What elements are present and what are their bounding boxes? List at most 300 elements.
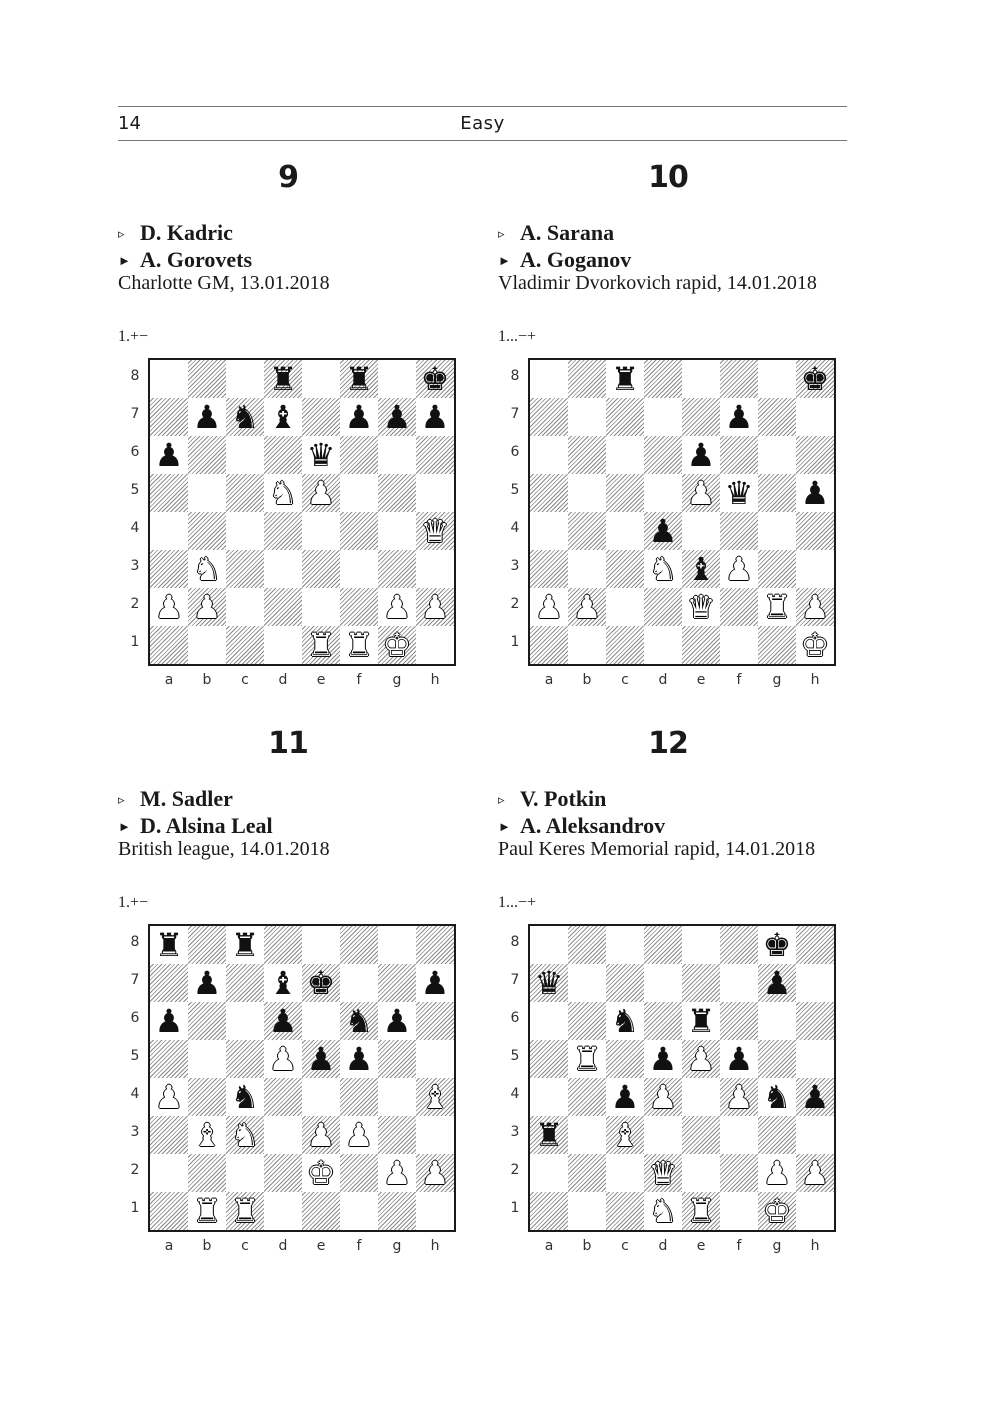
square-c1 — [606, 1192, 644, 1230]
square-e1 — [682, 626, 720, 664]
white-queen-icon: ♛ — [686, 588, 716, 626]
rank-label: 6 — [510, 1010, 520, 1026]
square-c2 — [606, 1154, 644, 1192]
white-rook-icon: ♜ — [344, 626, 374, 664]
square-g7 — [758, 398, 796, 436]
section-title: Easy — [460, 113, 505, 134]
square-f4 — [720, 1078, 758, 1116]
white-knight-icon: ♞ — [648, 1192, 678, 1230]
rank-label: 7 — [510, 972, 520, 988]
evaluation: 1...−+ — [498, 894, 537, 911]
black-pawn-icon: ♟ — [344, 1040, 374, 1078]
file-labels — [150, 672, 454, 690]
square-e7 — [682, 964, 720, 1002]
square-d3 — [644, 1116, 682, 1154]
square-h6 — [416, 1002, 454, 1040]
square-c6 — [226, 1002, 264, 1040]
square-a2 — [530, 588, 568, 626]
square-b1 — [568, 626, 606, 664]
event-info: Vladimir Dvorkovich rapid, 14.01.2018 — [498, 272, 817, 294]
white-king-icon: ♚ — [800, 626, 830, 664]
white-rook-icon: ♜ — [762, 588, 792, 626]
rank-label: 6 — [510, 444, 520, 460]
square-g2 — [378, 588, 416, 626]
square-b4 — [188, 512, 226, 550]
square-d6 — [644, 1002, 682, 1040]
evaluation: 1...−+ — [498, 328, 537, 345]
square-b3 — [568, 1116, 606, 1154]
square-f8 — [720, 926, 758, 964]
black-pawn-icon: ♟ — [724, 398, 754, 436]
black-rook-icon: ♜ — [268, 360, 298, 398]
white-player — [498, 786, 606, 812]
black-queen-icon: ♛ — [306, 436, 336, 474]
square-c5 — [226, 474, 264, 512]
white-pawn-icon: ♟ — [306, 1116, 336, 1154]
square-h5 — [796, 474, 834, 512]
square-e2 — [682, 588, 720, 626]
square-a7 — [530, 964, 568, 1002]
white-king-icon: ♚ — [382, 626, 412, 664]
square-f7 — [720, 398, 758, 436]
rank-label: 1 — [510, 1200, 520, 1216]
file-label: a — [164, 1238, 174, 1254]
rank-label: 1 — [130, 1200, 140, 1216]
black-bishop-icon: ♝ — [268, 398, 298, 436]
file-label: d — [658, 672, 668, 688]
square-g4 — [758, 1078, 796, 1116]
square-c5 — [606, 1040, 644, 1078]
square-h6 — [416, 436, 454, 474]
white-pawn-icon: ♟ — [724, 550, 754, 588]
square-d7 — [644, 398, 682, 436]
white-rook-icon: ♜ — [230, 1192, 260, 1230]
square-h2 — [416, 588, 454, 626]
file-label: e — [316, 672, 326, 688]
square-d6 — [264, 1002, 302, 1040]
square-f3 — [340, 550, 378, 588]
black-king-icon: ♚ — [420, 360, 450, 398]
rank-labels — [128, 924, 142, 1228]
file-labels — [530, 672, 834, 690]
square-e8 — [302, 926, 340, 964]
square-f7 — [720, 964, 758, 1002]
square-f7 — [340, 398, 378, 436]
square-b1 — [568, 1192, 606, 1230]
square-g6 — [758, 1002, 796, 1040]
square-g5 — [378, 474, 416, 512]
file-label: b — [202, 1238, 212, 1254]
file-label: b — [202, 672, 212, 688]
square-b4 — [188, 1078, 226, 1116]
rank-label: 2 — [510, 596, 520, 612]
square-d7 — [644, 964, 682, 1002]
square-e7 — [682, 398, 720, 436]
square-b8 — [568, 360, 606, 398]
puzzle-number: 12 — [648, 726, 688, 761]
black-king-icon: ♚ — [800, 360, 830, 398]
white-pawn-icon: ♟ — [154, 1078, 184, 1116]
black-pawn-icon: ♟ — [154, 1002, 184, 1040]
square-b3 — [568, 550, 606, 588]
square-f3 — [720, 1116, 758, 1154]
white-pawn-icon: ♟ — [154, 588, 184, 626]
square-e8 — [682, 360, 720, 398]
white-player-name: M. Sadler — [140, 786, 233, 811]
black-rook-icon: ♜ — [344, 360, 374, 398]
square-d4 — [644, 1078, 682, 1116]
square-g1 — [378, 1192, 416, 1230]
rank-label: 4 — [130, 1086, 140, 1102]
square-d4 — [264, 512, 302, 550]
white-pawn-icon: ♟ — [686, 474, 716, 512]
rank-label: 4 — [130, 520, 140, 536]
square-b5 — [568, 1040, 606, 1078]
white-knight-icon: ♞ — [268, 474, 298, 512]
white-marker-icon: ▹ — [498, 792, 505, 807]
square-e7 — [302, 398, 340, 436]
square-g4 — [378, 1078, 416, 1116]
square-b6 — [188, 436, 226, 474]
black-player — [118, 813, 273, 839]
black-king-icon: ♚ — [762, 926, 792, 964]
square-c8 — [226, 926, 264, 964]
square-c8 — [606, 360, 644, 398]
square-g3 — [758, 550, 796, 588]
black-pawn-icon: ♟ — [306, 1040, 336, 1078]
square-e5 — [682, 474, 720, 512]
file-label: a — [544, 1238, 554, 1254]
square-d4 — [644, 512, 682, 550]
file-label: g — [772, 1238, 782, 1254]
square-a8 — [150, 926, 188, 964]
square-e3 — [302, 1116, 340, 1154]
square-f1 — [720, 1192, 758, 1230]
square-f3 — [720, 550, 758, 588]
white-knight-icon: ♞ — [648, 550, 678, 588]
square-a3 — [150, 550, 188, 588]
square-c2 — [226, 1154, 264, 1192]
black-knight-icon: ♞ — [230, 398, 260, 436]
rank-label: 4 — [510, 520, 520, 536]
square-b4 — [568, 512, 606, 550]
white-king-icon: ♚ — [762, 1192, 792, 1230]
rank-label: 8 — [510, 934, 520, 950]
file-label: c — [621, 1238, 629, 1254]
square-g3 — [378, 1116, 416, 1154]
file-label: f — [356, 672, 362, 688]
file-label: h — [810, 1238, 820, 1254]
square-e7 — [302, 964, 340, 1002]
square-h1 — [796, 1192, 834, 1230]
square-e6 — [302, 1002, 340, 1040]
file-label: g — [392, 672, 402, 688]
white-queen-icon: ♛ — [420, 512, 450, 550]
rank-label: 8 — [130, 368, 140, 384]
square-c7 — [226, 964, 264, 1002]
file-label: g — [392, 1238, 402, 1254]
square-f2 — [720, 588, 758, 626]
square-h7 — [416, 964, 454, 1002]
square-h7 — [796, 964, 834, 1002]
file-label: g — [772, 672, 782, 688]
square-h5 — [416, 474, 454, 512]
square-d1 — [644, 626, 682, 664]
square-d8 — [644, 360, 682, 398]
black-pawn-icon: ♟ — [800, 1078, 830, 1116]
square-e6 — [682, 436, 720, 474]
square-e6 — [302, 436, 340, 474]
square-d6 — [264, 436, 302, 474]
square-c4 — [606, 1078, 644, 1116]
white-rook-icon: ♜ — [572, 1040, 602, 1078]
square-h3 — [416, 1116, 454, 1154]
puzzle-11 — [118, 726, 478, 1286]
black-player — [118, 247, 252, 273]
puzzle-12 — [498, 726, 858, 1286]
square-g4 — [378, 512, 416, 550]
black-pawn-icon: ♟ — [154, 436, 184, 474]
square-c2 — [606, 588, 644, 626]
square-a5 — [150, 474, 188, 512]
black-player — [498, 813, 665, 839]
square-a1 — [530, 1192, 568, 1230]
rank-label: 1 — [130, 634, 140, 650]
rank-label: 2 — [130, 596, 140, 612]
black-player-name: A. Goganov — [520, 247, 632, 272]
square-f1 — [340, 626, 378, 664]
square-c7 — [226, 398, 264, 436]
square-a5 — [530, 474, 568, 512]
square-c4 — [226, 512, 264, 550]
white-rook-icon: ♜ — [306, 626, 336, 664]
square-h8 — [796, 360, 834, 398]
square-b8 — [188, 926, 226, 964]
square-g7 — [378, 964, 416, 1002]
file-label: e — [696, 1238, 706, 1254]
square-h8 — [796, 926, 834, 964]
white-pawn-icon: ♟ — [572, 588, 602, 626]
square-a7 — [530, 398, 568, 436]
white-player — [118, 220, 233, 246]
file-label: e — [696, 672, 706, 688]
file-label: e — [316, 1238, 326, 1254]
square-e3 — [682, 1116, 720, 1154]
square-b1 — [188, 626, 226, 664]
file-label: c — [621, 672, 629, 688]
square-e3 — [682, 550, 720, 588]
black-rook-icon: ♜ — [534, 1116, 564, 1154]
file-label: h — [430, 1238, 440, 1254]
square-f5 — [720, 474, 758, 512]
white-pawn-icon: ♟ — [648, 1078, 678, 1116]
square-a3 — [530, 1116, 568, 1154]
square-h2 — [416, 1154, 454, 1192]
square-b7 — [188, 964, 226, 1002]
black-queen-icon: ♛ — [724, 474, 754, 512]
white-player — [118, 786, 233, 812]
square-h1 — [416, 626, 454, 664]
square-e1 — [302, 1192, 340, 1230]
square-c5 — [606, 474, 644, 512]
white-marker-icon: ▹ — [118, 226, 125, 241]
black-marker-icon: ► — [498, 819, 511, 834]
rank-label: 5 — [510, 1048, 520, 1064]
square-d2 — [644, 1154, 682, 1192]
square-g4 — [758, 512, 796, 550]
square-b3 — [188, 550, 226, 588]
chess-board — [528, 924, 836, 1232]
square-d1 — [264, 1192, 302, 1230]
square-c5 — [226, 1040, 264, 1078]
square-a4 — [150, 1078, 188, 1116]
square-g1 — [758, 626, 796, 664]
square-f8 — [720, 360, 758, 398]
square-g8 — [378, 360, 416, 398]
square-d5 — [644, 474, 682, 512]
square-d2 — [264, 588, 302, 626]
white-player — [498, 220, 614, 246]
square-b4 — [568, 1078, 606, 1116]
square-f4 — [340, 1078, 378, 1116]
black-marker-icon: ► — [118, 253, 131, 268]
square-h4 — [796, 1078, 834, 1116]
square-g2 — [758, 1154, 796, 1192]
square-d2 — [644, 588, 682, 626]
black-rook-icon: ♜ — [610, 360, 640, 398]
square-f2 — [340, 588, 378, 626]
white-rook-icon: ♜ — [192, 1192, 222, 1230]
square-f1 — [720, 626, 758, 664]
square-g8 — [758, 360, 796, 398]
square-d3 — [644, 550, 682, 588]
square-d6 — [644, 436, 682, 474]
square-b8 — [188, 360, 226, 398]
square-e1 — [302, 626, 340, 664]
chess-board — [148, 358, 456, 666]
black-bishop-icon: ♝ — [686, 550, 716, 588]
square-b8 — [568, 926, 606, 964]
square-f6 — [720, 1002, 758, 1040]
square-a8 — [530, 360, 568, 398]
square-e2 — [302, 588, 340, 626]
square-h3 — [416, 550, 454, 588]
square-f5 — [720, 1040, 758, 1078]
white-knight-icon: ♞ — [230, 1116, 260, 1154]
puzzle-number: 11 — [268, 726, 308, 761]
rank-label: 6 — [130, 444, 140, 460]
rank-label: 5 — [130, 482, 140, 498]
black-rook-icon: ♜ — [686, 1002, 716, 1040]
square-e4 — [682, 512, 720, 550]
square-c7 — [606, 964, 644, 1002]
square-d1 — [264, 626, 302, 664]
rank-label: 3 — [510, 1124, 520, 1140]
black-pawn-icon: ♟ — [686, 436, 716, 474]
black-knight-icon: ♞ — [344, 1002, 374, 1040]
square-a4 — [150, 512, 188, 550]
evaluation: 1.+− — [118, 328, 149, 345]
rank-label: 4 — [510, 1086, 520, 1102]
rank-labels — [128, 358, 142, 662]
square-a6 — [150, 1002, 188, 1040]
black-pawn-icon: ♟ — [648, 1040, 678, 1078]
white-marker-icon: ▹ — [498, 226, 505, 241]
white-pawn-icon: ♟ — [762, 1154, 792, 1192]
header-top-rule — [118, 106, 847, 107]
square-f6 — [340, 436, 378, 474]
white-bishop-icon: ♝ — [192, 1116, 222, 1154]
square-h4 — [416, 1078, 454, 1116]
square-d5 — [644, 1040, 682, 1078]
square-g6 — [378, 1002, 416, 1040]
square-b2 — [568, 1154, 606, 1192]
black-bishop-icon: ♝ — [268, 964, 298, 1002]
square-e5 — [302, 474, 340, 512]
file-label: d — [658, 1238, 668, 1254]
square-b5 — [568, 474, 606, 512]
square-c8 — [606, 926, 644, 964]
square-d4 — [264, 1078, 302, 1116]
square-a5 — [150, 1040, 188, 1078]
square-c6 — [606, 436, 644, 474]
black-pawn-icon: ♟ — [192, 398, 222, 436]
square-e1 — [682, 1192, 720, 1230]
rank-label: 1 — [510, 634, 520, 650]
running-header — [118, 113, 847, 137]
chess-board — [148, 924, 456, 1232]
square-b2 — [188, 588, 226, 626]
square-b5 — [188, 1040, 226, 1078]
white-pawn-icon: ♟ — [382, 588, 412, 626]
black-knight-icon: ♞ — [230, 1078, 260, 1116]
square-f6 — [340, 1002, 378, 1040]
square-g8 — [378, 926, 416, 964]
square-c1 — [226, 626, 264, 664]
chess-board — [528, 358, 836, 666]
square-e4 — [302, 1078, 340, 1116]
square-h1 — [416, 1192, 454, 1230]
white-bishop-icon: ♝ — [420, 1078, 450, 1116]
file-labels — [530, 1238, 834, 1256]
rank-label: 8 — [510, 368, 520, 384]
file-label: a — [164, 672, 174, 688]
square-a8 — [150, 360, 188, 398]
black-marker-icon: ► — [118, 819, 131, 834]
square-g7 — [378, 398, 416, 436]
black-pawn-icon: ♟ — [268, 1002, 298, 1040]
square-c6 — [226, 436, 264, 474]
square-d5 — [264, 474, 302, 512]
square-b6 — [188, 1002, 226, 1040]
square-g5 — [378, 1040, 416, 1078]
square-h5 — [796, 1040, 834, 1078]
square-h8 — [416, 360, 454, 398]
file-label: a — [544, 672, 554, 688]
page-number: 14 — [118, 113, 141, 134]
square-d8 — [264, 360, 302, 398]
square-f5 — [340, 1040, 378, 1078]
square-c4 — [606, 512, 644, 550]
square-b2 — [188, 1154, 226, 1192]
square-h3 — [796, 550, 834, 588]
square-f1 — [340, 1192, 378, 1230]
white-queen-icon: ♛ — [648, 1154, 678, 1192]
square-f7 — [340, 964, 378, 1002]
square-a1 — [150, 626, 188, 664]
square-a1 — [530, 626, 568, 664]
rank-label: 7 — [510, 406, 520, 422]
